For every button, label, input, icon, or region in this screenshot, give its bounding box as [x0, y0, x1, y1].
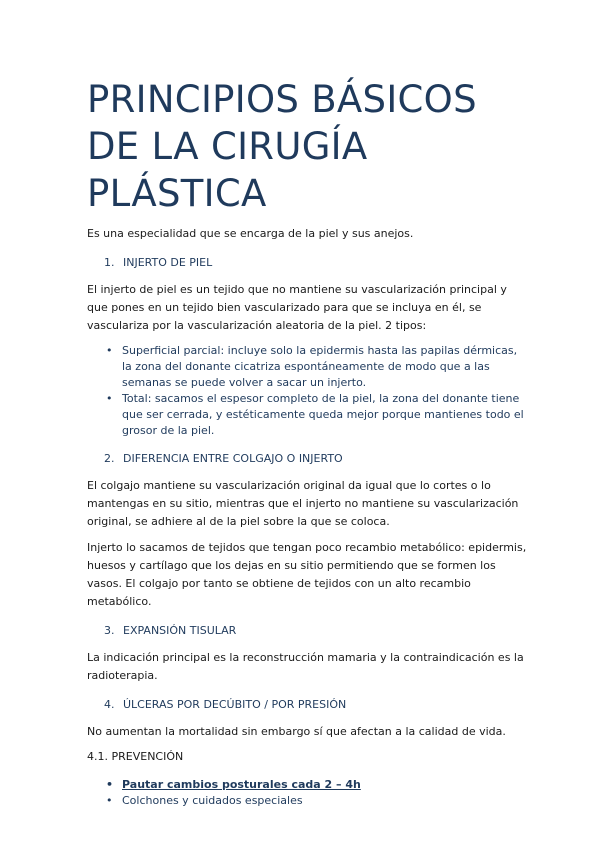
bullet-icon: • [106, 392, 113, 405]
section-heading-text: DIFERENCIA ENTRE COLGAJO O INJERTO [123, 452, 343, 465]
list-item-text: Total: sacamos el espesor completo de la piel, la zona del donante tiene que ser cerrada, y estéticamente queda mejor porque mantienes todo el grosor de la piel. [122, 392, 524, 437]
section-number: 3. [104, 624, 115, 637]
list-item [87, 777, 529, 793]
list-item [87, 391, 529, 439]
section-heading-text: INJERTO DE PIEL [123, 256, 213, 269]
section-heading [87, 255, 529, 271]
section-heading [87, 623, 529, 639]
title-line: PRINCIPIOS BÁSICOS [87, 78, 477, 121]
section-paragraph: La indicación principal es la reconstrucción mamaria y la contraindicación es la radioterapia. [87, 651, 524, 682]
list-item [87, 343, 529, 391]
title-line: DE LA CIRUGÍA [87, 125, 368, 168]
section-number: 1. [104, 256, 115, 269]
section-heading [87, 451, 529, 467]
bullet-icon: • [106, 344, 113, 357]
bullet-icon: • [106, 778, 114, 791]
section-number: 2. [104, 452, 115, 465]
section-paragraph: No aumentan la mortalidad sin embargo sí que afectan a la calidad de vida. [87, 725, 506, 738]
list-item [87, 793, 529, 809]
section-paragraph: El colgajo mantiene su vascularización original da igual que lo cortes o lo mantengas en su sitio, mientras que el injerto no mantiene su vascularización original, se adhiere al de la piel sobre la que se coloca. [87, 479, 519, 528]
list-item-text: Colchones y cuidados especiales [122, 794, 303, 807]
bullet-icon: • [106, 794, 113, 807]
section-paragraph: El injerto de piel es un tejido que no mantiene su vascularización principal y que pones en un tejido bien vascularizado para que se incluya en él, se vasculariza por la vascularización aleatoria de la piel. 2 tipos: [87, 283, 507, 332]
section-number: 4. [104, 698, 115, 711]
section-paragraph: Injerto lo sacamos de tejidos que tengan poco recambio metabólico: epidermis, huesos y cartílago que los dejas en su sitio permitiendo que se formen los vasos. El colgajo por tanto se obtiene de tejidos con un alto recambio metabólico. [87, 541, 527, 608]
bullet-list [87, 777, 529, 809]
bullet-list [87, 343, 529, 439]
subsection-heading: 4.1. PREVENCIÓN [87, 750, 184, 763]
list-item-text: Pautar cambios posturales cada 2 – 4h [122, 778, 361, 791]
section-heading-text: ÚLCERAS POR DECÚBITO / POR PRESIÓN [123, 698, 347, 711]
section-heading [87, 697, 529, 713]
list-item-text: Superficial parcial: incluye solo la epidermis hasta las papilas dérmicas, la zona del donante cicatriza espontáneamente de modo que a las semanas se puede volver a sacar un injerto. [122, 344, 518, 389]
document-title [87, 76, 529, 217]
title-line: PLÁSTICA [87, 172, 267, 215]
intro-paragraph: Es una especialidad que se encarga de la piel y sus anejos. [87, 227, 414, 240]
section-heading-text: EXPANSIÓN TISULAR [123, 624, 237, 637]
